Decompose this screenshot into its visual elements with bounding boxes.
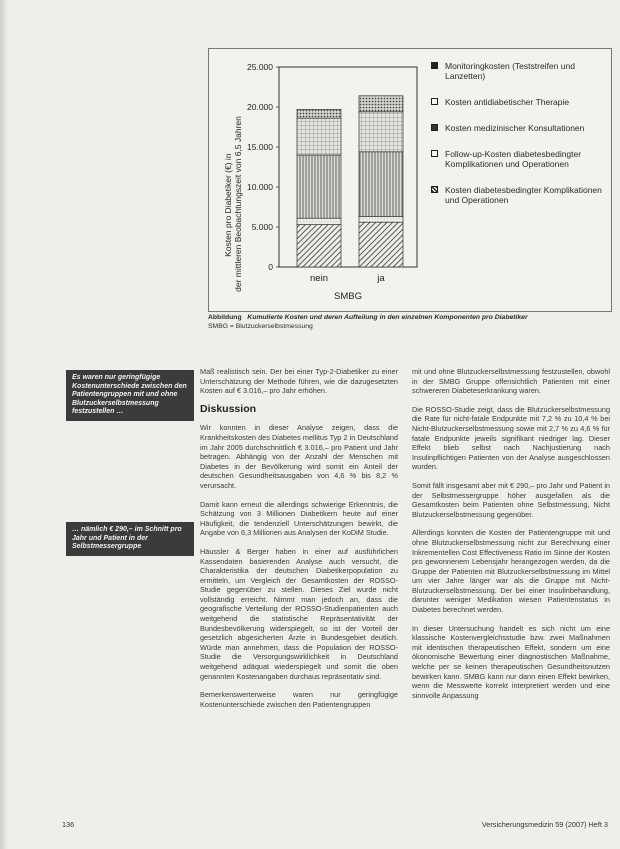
legend-item-consultations [431, 123, 607, 133]
chart-legend [431, 61, 607, 221]
bar-segment [359, 152, 403, 217]
bar-segment [297, 118, 341, 155]
scan-shadow-edge [0, 0, 8, 849]
legend-label-consultations: Kosten medizinischer Konsultationen [445, 123, 585, 133]
legend-item-complications [431, 185, 607, 205]
y-tick-label: 10.000 [247, 182, 273, 192]
right-paragraph-5: In dieser Untersuchung handelt es sich nicht um eine klassische Kostenvergleichsstudie bzw. zwei Maßnahmen mit identischen therapeutischen Effekt, sondern um eine ökonomische Bewertung einer diagnostischen Maßnahme, welche per se keinen therapeutischen Gesundheitsnutzen bewirken kann. SMBG kann nur dann einen Effekt bewirken, wenn die Messwerte korrekt interpretiert werden und eine sinnvolle Anpassung [412, 623, 610, 700]
section-heading: Diskussion [200, 402, 257, 415]
left-column [200, 367, 398, 718]
chart-marks [247, 62, 417, 302]
legend-label-complications: Kosten diabetesbedingter Komplikationen und Operationen [445, 185, 602, 205]
legend-label-therapy: Kosten antidiabetischer Therapie [445, 97, 570, 107]
figure-caption [208, 314, 613, 331]
bar-segment [359, 222, 403, 267]
bar-segment [297, 155, 341, 218]
y-tick-label: 25.000 [247, 62, 273, 72]
legend-item-therapy [431, 97, 607, 107]
bar-segment [297, 218, 341, 224]
caption-abbreviation: SMBG = Blutzuckerselbstmessung [208, 322, 313, 330]
page-number: 136 [62, 820, 75, 829]
y-axis-label-line1: Kosten pro Diabetiker (€) in [223, 153, 233, 257]
bar-segment [297, 109, 341, 118]
x-tick-label: ja [377, 273, 385, 284]
bar-segment [359, 112, 403, 152]
caption-label: Abbildung [208, 314, 242, 321]
left-paragraph-2: Wir konnten in dieser Analyse zeigen, dass die Krankheitskosten des Diabetes mellitus Typ 2 in Deutschland im Jahr 2005 durchschnittlich € 3.016,– pro Patient und Jahr betragen. Abhängig von der Anzahl der Menschen mit Diabetes in der Bevölkerung wird somit ein Anteil der deutschen Gesundheitsausgaben von 4,6 % bis 8,2 % verursacht. [200, 423, 398, 490]
caption-title: Kumulierte Kosten und deren Aufteilung in den einzelnen Komponenten pro Diabetiker [247, 314, 528, 321]
sidebar-box-2-text: … nämlich € 290,– im Schnitt pro Jahr und Patient in der Selbstmessergruppe [72, 526, 182, 551]
sidebar-box-2 [66, 522, 194, 556]
legend-swatch-therapy [431, 98, 438, 105]
right-column [412, 367, 610, 709]
legend-item-followup [431, 149, 607, 169]
sidebar-box-1-text: Es waren nur geringfügige Kostenunterschiede zwischen den Patientengruppen mit und ohne Blutzuckerselbstmessung festzustellen … [72, 374, 187, 416]
left-paragraph-4: Häussler & Berger haben in einer auf ausführlichen Kassendaten basierenden Analyse auch versucht, die Charakteristika der deutschen Diabetikerpopulation zu ermitteln, um Vergleich der Gesamtkosten der ROSSO-Studie gegenüber zu stellen. Dieses Ziel wurde nicht vollständig erreicht. Nimmt man jedoch an, dass die geografische Verteilung der ROSSO-Studienpatienten auch weitgehend die statistische Repräsentativität der Bundesbevölkerung widerspiegelt, so ist der Vorteil der gesetzlich abgesicherten Ärzte in Bundesgebiet deutlich. Würde man annehmen, dass die Population der ROSSO-Studie die Versorgungswirklichkeit in Deutschland weitgehend adäquat wiederspiegelt und somit die oben genannten Kostenangaben durchaus repräsentativ sind. [200, 546, 398, 681]
right-paragraph-3: Somit fällt insgesamt aber mit € 290,– pro Jahr und Patient in der Selbstmessergruppe höher ausgefallen als die Gesamtkosten beim Patienten ohne Selbstmessung, Nicht Blutzuckerselbstmessung gegenüber. [412, 480, 610, 519]
legend-label-monitoring: Monitoringkosten (Teststreifen und Lanzetten) [445, 61, 575, 81]
y-axis-label [223, 116, 243, 292]
y-tick-label: 5.000 [251, 222, 273, 232]
left-paragraph-1: Maß realistisch sein. Der bei einer Typ-2-Diabetiker zu einer Unterschätzung der Methode führen, wie die dazugesetzten Kosten auf € 3.016,– pro Jahr erhöhen. [200, 367, 398, 396]
stacked-bar-chart [209, 49, 427, 311]
right-paragraph-4: Allerdings konnten die Kosten der Patientengruppe mit und ohne Blutzuckerselbstmessung nicht zur Berechnung einer Inkrementellen Cost Effectiveness Ratio im Sinne der Kosten pro gewonnenem Lebensjahr herangezogen werden, da die Gruppe der Patienten mit Blutzuckerselbstmessung im Mittel um vier Jahre länger war als die Gruppe mit Nicht-Blutzuckerselbstmessung. Der bei einer Insulinbehandlung, darunter weniger Medikation wiesen Patientenstatus in Diabetes berechnet werden. [412, 528, 610, 615]
legend-label-followup: Follow-up-Kosten diabetesbedingter Komplikationen und Operationen [445, 149, 582, 169]
y-axis-label-line2: der mittleren Beobachtungszeit von 6,5 Jahren [233, 116, 243, 292]
y-tick-label: 20.000 [247, 102, 273, 112]
x-tick-label: nein [310, 273, 328, 284]
left-paragraph-5: Bemerkenswerterweise waren nur geringfügige Kostenunterschiede zwischen den Patientengruppen [200, 690, 398, 709]
sidebar-box-1 [66, 370, 194, 421]
bar-segment [359, 217, 403, 223]
bar-segment [297, 225, 341, 267]
legend-item-monitoring [431, 61, 607, 81]
y-tick-label: 15.000 [247, 142, 273, 152]
legend-swatch-consultations [431, 124, 438, 131]
y-tick-label: 0 [268, 262, 273, 272]
x-axis-label: SMBG [334, 291, 362, 302]
legend-swatch-followup [431, 150, 438, 157]
journal-reference: Versicherungsmedizin 59 (2007) Heft 3 [481, 820, 608, 829]
right-paragraph-1: mit und ohne Blutzuckerselbstmessung festzustellen, obwohl in der SMBG Gruppe offensichtlich Patienten mit einer schwereren Diabeteserkrankung waren. [412, 367, 610, 396]
bar-segment [359, 96, 403, 112]
legend-swatch-monitoring [431, 62, 438, 69]
legend-swatch-complications [431, 186, 438, 193]
cost-figure [208, 48, 612, 312]
left-paragraph-3: Damit kann erneut die allerdings schwierige Erkenntnis, die Schätzung von 3 Millionen Diabetikern heute auf einer Häufigkeit, die tendenziell Unterschätzungen bewirkt, die Angabe von 6,3 Millionen aus Analysen der KoDiM Studie. [200, 499, 398, 538]
right-paragraph-2: Die ROSSO-Studie zeigt, dass die Blutzuckerselbstmessung die Rate für nicht-fatale Endpunkte mit 7,2 % zu 10,4 % bei Nicht-Blutzuckerselbstmessung sowie mit 2,7 % zu 4,6 % für fatale Endpunkte jeweils signifikant niedriger lag. Dieser Effekt blieb selbst nach Nachjustierung nach Insulinpflichtigen Patienten von der Analyse ausgeschlossen wurden. [412, 404, 610, 472]
